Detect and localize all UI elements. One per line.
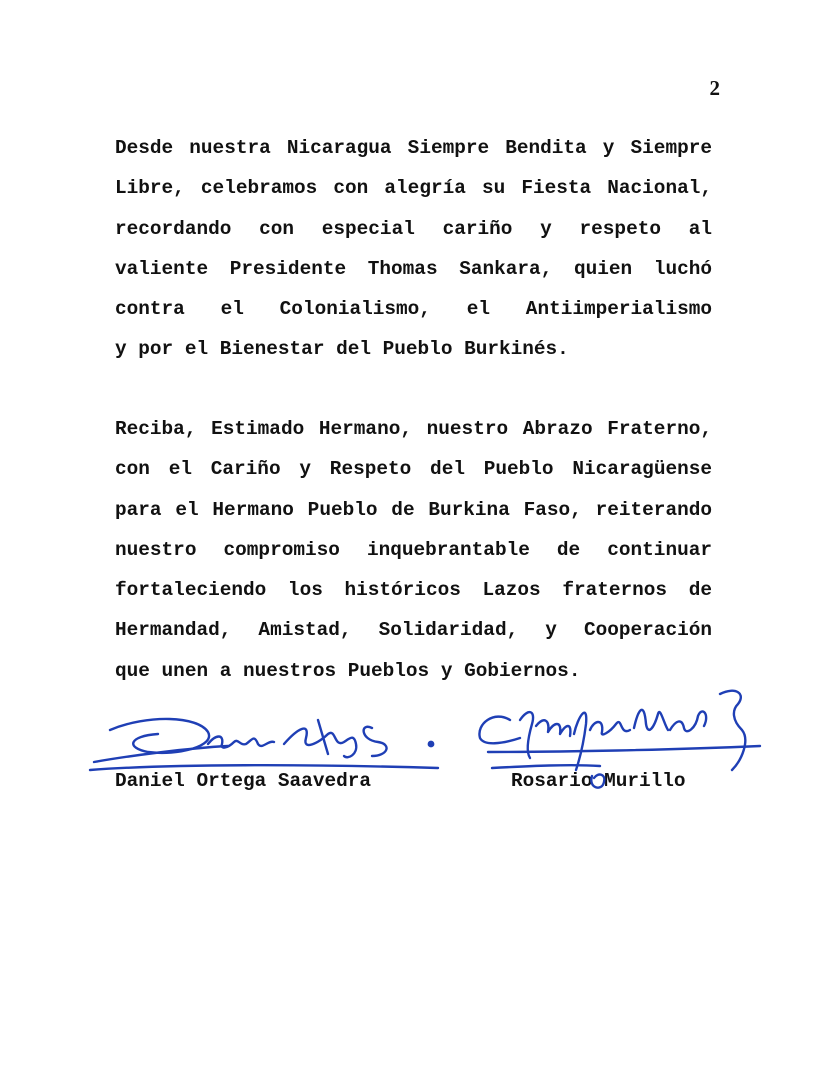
text-line: recordando con especial cariño y respeto al bbox=[115, 217, 712, 240]
text-line: fortaleciendo los históricos Lazos fraternos de bbox=[115, 579, 712, 602]
text-line: nuestro compromiso inquebrantable de continuar bbox=[115, 538, 712, 561]
signatory-name: Rosario Murillo bbox=[511, 770, 686, 792]
page-number: 2 bbox=[709, 76, 720, 100]
paragraph-closing bbox=[115, 409, 712, 691]
text-line: con el Cariño y Respeto del Pueblo Nicaragüense bbox=[115, 458, 712, 481]
handwritten-signature-murillo bbox=[470, 680, 770, 800]
text-line: contra el Colonialismo, el Antiimperialismo bbox=[115, 298, 712, 321]
text-line: que unen a nuestros Pueblos y Gobiernos. bbox=[115, 659, 581, 682]
text-line: Reciba, Estimado Hermano, nuestro Abrazo Fraterno, bbox=[115, 418, 712, 440]
text-line: Desde nuestra Nicaragua Siempre Bendita y Siempre bbox=[115, 137, 712, 159]
text-line: para el Hermano Pueblo de Burkina Faso, reiterando bbox=[115, 498, 712, 521]
text-line: valiente Presidente Thomas Sankara, quien luchó bbox=[115, 257, 712, 280]
text-line: y por el Bienestar del Pueblo Burkinés. bbox=[115, 338, 569, 361]
text-line: Hermandad, Amistad, Solidaridad, y Cooperación bbox=[115, 619, 712, 642]
signatory-name: Daniel Ortega Saavedra bbox=[115, 770, 371, 792]
handwritten-signature-ortega bbox=[88, 698, 448, 778]
paragraph-greeting bbox=[115, 128, 712, 370]
text-line: Libre, celebramos con alegría su Fiesta Nacional, bbox=[115, 177, 712, 200]
